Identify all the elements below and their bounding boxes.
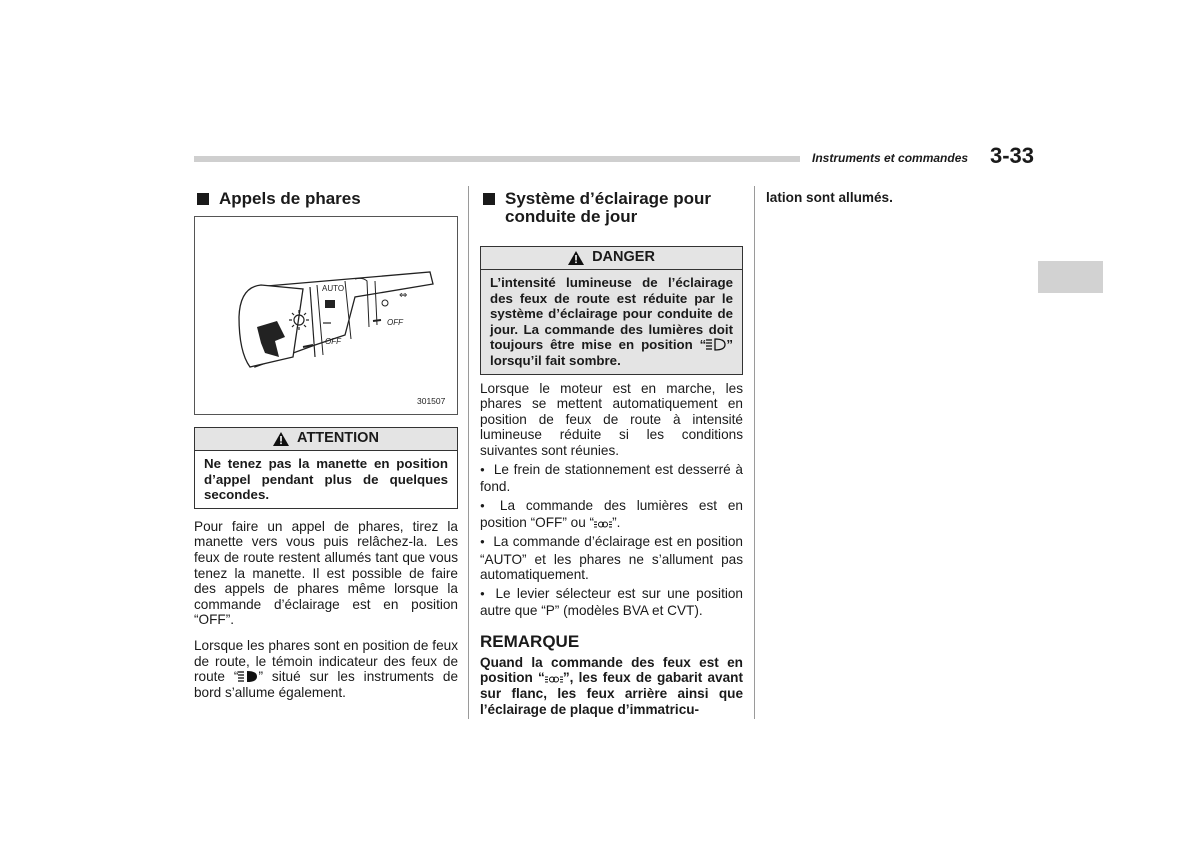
chapter-tab: [1038, 261, 1103, 293]
column-1: [194, 190, 458, 700]
headlight-stalk-illustration: [195, 217, 457, 414]
danger-title: DANGER: [592, 249, 655, 266]
warning-triangle-icon: [568, 251, 584, 265]
attention-box-title: [194, 427, 458, 451]
section-title: Instruments et commandes: [812, 151, 969, 165]
column-divider: [468, 186, 469, 719]
heading-text: Appels de phares: [219, 189, 361, 208]
continued-text: lation sont allumés.: [766, 190, 893, 205]
section-heading: [480, 190, 743, 226]
list-item: ● La commande d’éclairage est en position “AUTO” et les phares ne s’allument pas automatiquement.: [480, 534, 743, 583]
remarque-text: Quand la commande des feux est en position “ ”, les feux de gabarit avant sur flanc, les feux arrière ainsi que l’éclairage de plaque d’immatricu-: [480, 654, 743, 717]
danger-box-title: [480, 246, 743, 270]
column-2: [480, 190, 743, 717]
list-item: ● Le frein de stationnement est desserré à fond.: [480, 462, 743, 495]
page-number: 3-33: [990, 143, 1035, 168]
paragraph: Lorsque le moteur est en marche, les phares se mettent automatiquement en position de feux de route à intensité lumineuse réduite si les conditions suivantes sont réunies.: [480, 380, 743, 458]
list-item: ● La commande des lumières est en position “OFF” ou “ ”.: [480, 498, 743, 531]
paragraph: Lorsque les phares sont en position de feux de route, le témoin indicateur des feux de route “ ” situé sur les instruments de bord s’allume également.: [194, 637, 458, 700]
attention-title: ATTENTION: [297, 430, 379, 447]
column-divider: [754, 186, 755, 719]
remarque-heading: REMARQUE: [480, 631, 580, 651]
svg-text:⇔: ⇔: [399, 290, 408, 301]
attention-body: Ne tenez pas la manette en position d’appel pendant plus de quelques secondes.: [194, 451, 458, 509]
paragraph: Pour faire un appel de phares, tirez la manette vers vous puis relâchez-la. Les feux de route restent allumés tant que vous tenez la manette. Il est possible de faire des appels de phares même lorsque la commande d’éclairage est en position “OFF”.: [194, 518, 458, 628]
heading-square-icon: [197, 193, 209, 205]
heading-text: Système d’éclairage pour conduite de jour: [505, 189, 711, 226]
heading-square-icon: [483, 193, 495, 205]
column-3: [766, 190, 1029, 206]
svg-text:OFF: OFF: [325, 337, 341, 346]
high-beam-indicator-icon: [238, 670, 258, 683]
section-heading: [194, 190, 458, 208]
svg-text:AUTO: AUTO: [322, 284, 345, 293]
header-rule: [194, 156, 800, 162]
list-item: ● Le levier sélecteur est sur une position autre que “P” (modèles BVA et CVT).: [480, 586, 743, 619]
danger-body: L’intensité lumineuse de l’éclairage des feux de route est réduite par le système d’éclairage pour conduite de jour. La commande des lumières doit toujours être mise en position “ ” lorsqu’il fait sombre.: [480, 270, 743, 375]
position-lights-icon: [545, 675, 563, 684]
position-lights-icon: [594, 520, 612, 529]
stalk-figure: [194, 216, 458, 415]
figure-code: 301507: [417, 396, 446, 406]
headlight-icon: [706, 338, 726, 351]
warning-triangle-icon: [273, 432, 289, 446]
svg-text:OFF: OFF: [387, 318, 403, 327]
